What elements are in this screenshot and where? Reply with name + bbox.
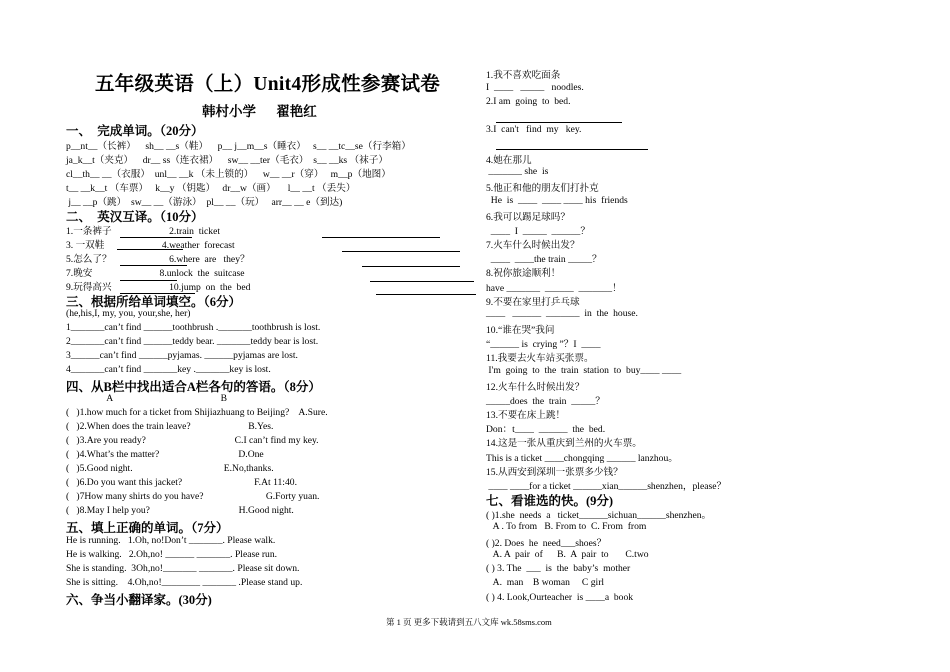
text-line: 3______can’t find ______pyjamas. ______pyjamas are lost. xyxy=(66,350,298,361)
text-line: A. man B woman C girl xyxy=(486,577,605,588)
text-line: 13.不要在床上跳！ xyxy=(486,410,566,421)
answer-line xyxy=(342,251,460,252)
page-subtitle: 韩村小学 翟艳红 xyxy=(202,104,317,119)
text-line: 10.“谁在哭”我问 xyxy=(486,325,555,336)
text-line: ( ) 3. The ___ is the baby’s mother xyxy=(486,563,631,574)
text-line: 5.他正和他的朋友们打扑克 xyxy=(486,183,599,194)
text-line: He is running. 1.Oh, no!Don’t _______. Please walk. xyxy=(66,535,276,546)
text-line: 12.火车什么时候出发？ xyxy=(486,382,585,393)
text-line: ( )1.she needs a ticket______sichuan______shenzhen。 xyxy=(486,510,712,521)
text-line: ja_k__t（夹克） dr__ ss（连衣裙） sw__ __ter（毛衣） s__ __ks （袜子） xyxy=(66,155,388,166)
text-line: He is ____ ____ ____ his friends xyxy=(486,195,628,206)
text-line: 6.我可以踢足球吗？ xyxy=(486,212,570,223)
section-7-heading: 七、看谁选的快。(9分) xyxy=(486,494,614,508)
text-line: ( )2.When does the train leave? B.Yes. xyxy=(66,421,274,432)
section-5-heading: 五、填上正确的单词。（7分） xyxy=(66,521,229,535)
text-line: 9.不要在家里打乒乓球 xyxy=(486,297,580,308)
text-line: 4_______can’t find _______key ._______key is lost. xyxy=(66,364,271,375)
text-line: 1.一条裤子 2.train ticket xyxy=(66,226,221,237)
text-line: This is a ticket ____chongqing ______ lanzhou。 xyxy=(486,453,678,464)
page-title: 五年级英语（上）Unit4形成性参赛试卷 xyxy=(95,74,441,95)
text-line: 4.她在那儿 xyxy=(486,155,532,166)
text-line: 8.祝你旅途顺利！ xyxy=(486,268,561,279)
text-line: 14.这是一张从重庆到兰州的火车票。 xyxy=(486,438,642,449)
text-line: have _______ ______ _______！ xyxy=(486,283,622,294)
text-line: _______ she is xyxy=(486,166,549,177)
text-line: ( )6.Do you want this jacket? F.At 11:40. xyxy=(66,477,297,488)
answer-line xyxy=(496,122,622,123)
text-line: 2_______can’t find ______teddy bear. _______teddy bear is lost. xyxy=(66,336,319,347)
text-line: ( )4.What’s the matter? D.One xyxy=(66,449,264,460)
text-line: ____ ______ _______ in the house. xyxy=(486,308,638,319)
answer-line xyxy=(376,294,476,295)
text-line: ( ) 4. Look,Ourteacher is ____a book xyxy=(486,592,634,603)
answer-line xyxy=(362,266,460,267)
answer-line xyxy=(120,237,192,238)
text-line: _____does the train _____？ xyxy=(486,396,605,407)
text-line: 5.怎么了？ 6.where are they？ xyxy=(66,254,250,265)
text-line: ( )7How many shirts do you have? G.Forty yuan. xyxy=(66,491,320,502)
text-line: p__nt__（长裤） sh__ __s（鞋） p__ j__m__s（睡衣） s__ __tc__se（行李箱） xyxy=(66,141,411,152)
text-line: 15.从西安到深圳一张票多少钱？ xyxy=(486,467,623,478)
text-line: 3.I can't find my key. xyxy=(486,124,582,135)
text-line: t__ __k__t （车票） k__y （钥匙） dr__w（画） l__ __t （丢失） xyxy=(66,183,356,194)
text-line: (he,his,I, my, you, your,she, her) xyxy=(66,308,191,319)
text-line: ( )3.Are you ready? C.I can’t find my key. xyxy=(66,435,319,446)
answer-line xyxy=(322,237,440,238)
answer-line xyxy=(120,293,195,294)
text-line: cl__th__ __（衣服） unl__ __k （未上锁的） w__ __r（穿） m__p（地图） xyxy=(66,169,391,180)
text-line: He is walking. 2.Oh,no! ______ _______. Please run. xyxy=(66,549,278,560)
answer-line xyxy=(370,281,474,282)
text-line: ____ I _____ ______？ xyxy=(486,226,590,237)
page-footer: 第 1 页 更多下载请到五八文库 wk.58sms.com xyxy=(386,617,552,627)
text-line: 1.我不喜欢吃面条 xyxy=(486,70,561,81)
answer-line xyxy=(117,249,183,250)
text-line: ____ ____for a ticket ______xian______shenzhen，please？ xyxy=(486,481,727,492)
text-line: I'm going to the train station to buy____ ____ xyxy=(486,365,682,376)
text-line: “______ is crying ”？I ____ xyxy=(486,339,601,350)
text-line: She is sitting. 4.Oh,no!________ _______ .Please stand up. xyxy=(66,577,303,588)
text-line: ____ ____the train _____？ xyxy=(486,254,602,265)
text-line: ( )8.May I help you? H.Good night. xyxy=(66,505,294,516)
text-line: ( )5.Good night. E.No,thanks. xyxy=(66,463,274,474)
text-line: j__ __p（跳） sw__ __（游泳） pl__ __（玩） arr__ __ e（到达) xyxy=(66,197,343,208)
text-line: ( )2. Does he need___shoes？ xyxy=(486,538,607,549)
answer-line xyxy=(496,149,648,150)
text-line: 1_______can’t find ______toothbrush ._______toothbrush is lost. xyxy=(66,322,321,333)
answer-line xyxy=(120,265,187,266)
text-line: 2.I am going to bed. xyxy=(486,96,571,107)
text-line: 3. 一双鞋 4.weather forecast xyxy=(66,240,235,251)
text-line: A . To from B. From to C. From from xyxy=(486,521,647,532)
section-1-heading: 一、 完成单词。（20分） xyxy=(66,124,204,138)
text-line: 9.玩得高兴 10.jump on the bed xyxy=(66,282,251,293)
section-3-heading: 三、根据所给单词填空。（6分） xyxy=(66,295,242,309)
text-line: A. A pair of B. A pair to C.two xyxy=(486,549,649,560)
section-6-heading: 六、争当小翻译家。(30分) xyxy=(66,593,212,607)
text-line: Don：t____ ______ the bed. xyxy=(486,424,606,435)
text-line: 11.我要去火车站买张票。 xyxy=(486,353,594,364)
text-line: ( )1.how much for a ticket from Shijiazhuang to Beijing? A.Sure. xyxy=(66,407,328,418)
text-line: She is standing. 3Oh,no!_______ _______. Please sit down. xyxy=(66,563,300,574)
text-line: I ____ _____ noodles. xyxy=(486,82,584,93)
section-2-heading: 二、 英汉互译。（10分） xyxy=(66,210,204,224)
text-line: 7.火车什么时候出发？ xyxy=(486,240,580,251)
text-line: 7.晚安 8.unlock the suitcase xyxy=(66,268,245,279)
answer-line xyxy=(120,280,177,281)
section-4-heading: 四、从B栏中找出适合A栏各句的答语。（8分） xyxy=(66,380,321,394)
text-line: A B xyxy=(66,393,227,404)
